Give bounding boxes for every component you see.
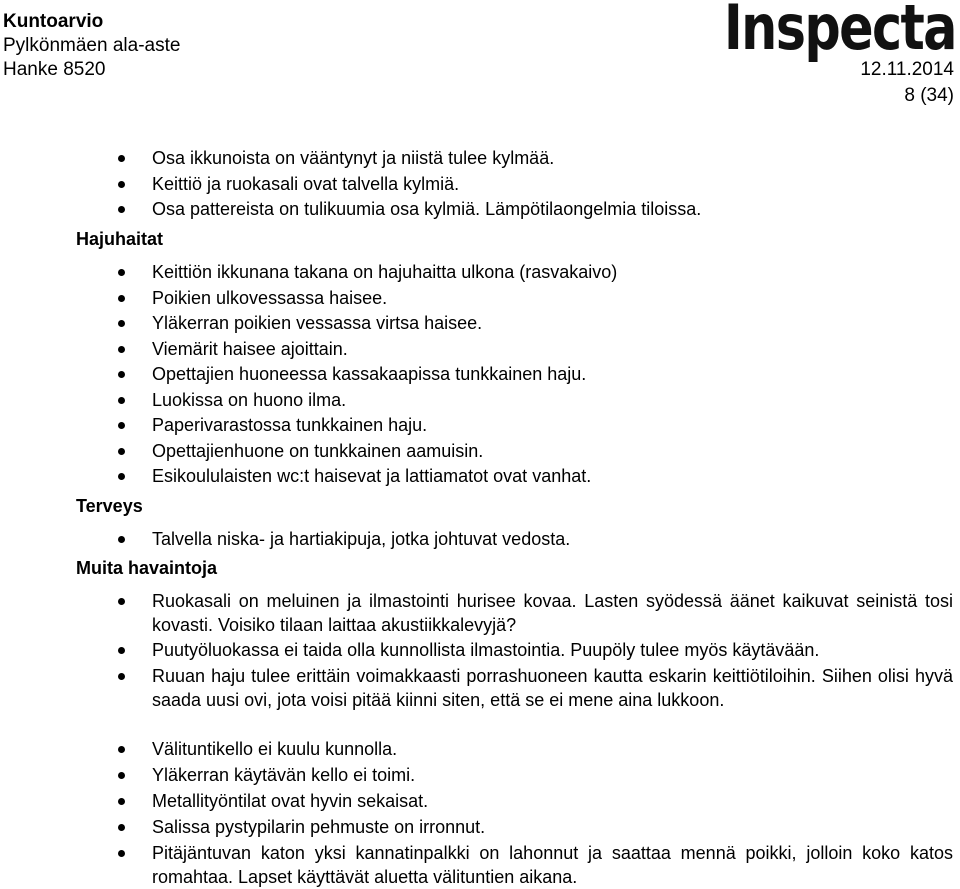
list-item: Pitäjäntuvan katon yksi kannatinpalkki on lahonnut ja saattaa mennä poikki, jolloin koko katos romahtaa. Lapset käyttävät aluetta välituntien aikana. — [152, 843, 953, 887]
list-item: Talvella niska- ja hartiakipuja, jotka johtuvat vedosta. — [152, 529, 571, 549]
document-title: Kuntoarvio — [3, 11, 104, 32]
section-heading-hajuhaitat: Hajuhaitat — [76, 229, 164, 249]
document-date: 12.11.2014 — [860, 59, 954, 80]
list-item: Ruokasali on meluinen ja ilmastointi hurisee kovaa. Lasten syödessä äänet kaikuvat seinistä tosi kovasti. Voisiko tilaan laittaa akustiikkalevyjä? — [152, 591, 953, 635]
list-item: Salissa pystypilarin pehmuste on irronnut. — [152, 815, 953, 839]
list-item: Viemärit haisee ajoittain. — [152, 339, 348, 359]
list-item: Esikoululaisten wc:t haisevat ja lattiamatot ovat vanhat. — [152, 466, 592, 486]
header-left — [3, 10, 180, 82]
list-item: Osa pattereista on tulikuumia osa kylmiä. Lämpötilaongelmia tiloissa. — [152, 199, 702, 219]
list-item: Opettajien huoneessa kassakaapissa tunkkainen haju. — [152, 364, 587, 384]
list-item: Yläkerran käytävän kello ei toimi. — [152, 763, 953, 787]
project-number: Hanke 8520 — [3, 59, 106, 80]
list-item: Metallityöntilat ovat hyvin sekaisat. — [152, 789, 953, 813]
school-name: Pylkönmäen ala-aste — [3, 35, 181, 56]
list-item: Keittiö ja ruokasali ovat talvella kylmiä. — [152, 174, 460, 194]
list-item: Opettajienhuone on tunkkainen aamuisin. — [152, 441, 484, 461]
list-item: Poikien ulkovessassa haisee. — [152, 288, 388, 308]
list-item: Yläkerran poikien vessassa virtsa haisee. — [152, 313, 483, 333]
list-item: Luokissa on huono ilma. — [152, 390, 347, 410]
list-item: Keittiön ikkunana takana on hajuhaitta ulkona (rasvakaivo) — [152, 262, 618, 282]
page-number: 8 (34) — [904, 85, 954, 106]
list-item: Välituntikello ei kuulu kunnolla. — [152, 737, 953, 761]
list-item: Osa ikkunoista on vääntynyt ja niistä tulee kylmää. — [152, 148, 555, 168]
list-item: Puutyöluokassa ei taida olla kunnollista ilmastointia. Puupöly tulee myös käytävään. — [152, 638, 953, 662]
section-heading-terveys: Terveys — [76, 496, 143, 516]
section-heading-muita-havaintoja: Muita havaintoja — [76, 558, 218, 578]
list-item: Ruuan haju tulee erittäin voimakkaasti porrashuoneen kautta eskarin keittiötiloihin. Siihen olisi hyvä saada uusi ovi, jota voisi pitää kiinni siten, että se ei mene aina lukkoon. — [152, 666, 953, 710]
inspecta-logo: Inspecta — [724, 0, 956, 64]
list-item: Paperivarastossa tunkkainen haju. — [152, 415, 428, 435]
